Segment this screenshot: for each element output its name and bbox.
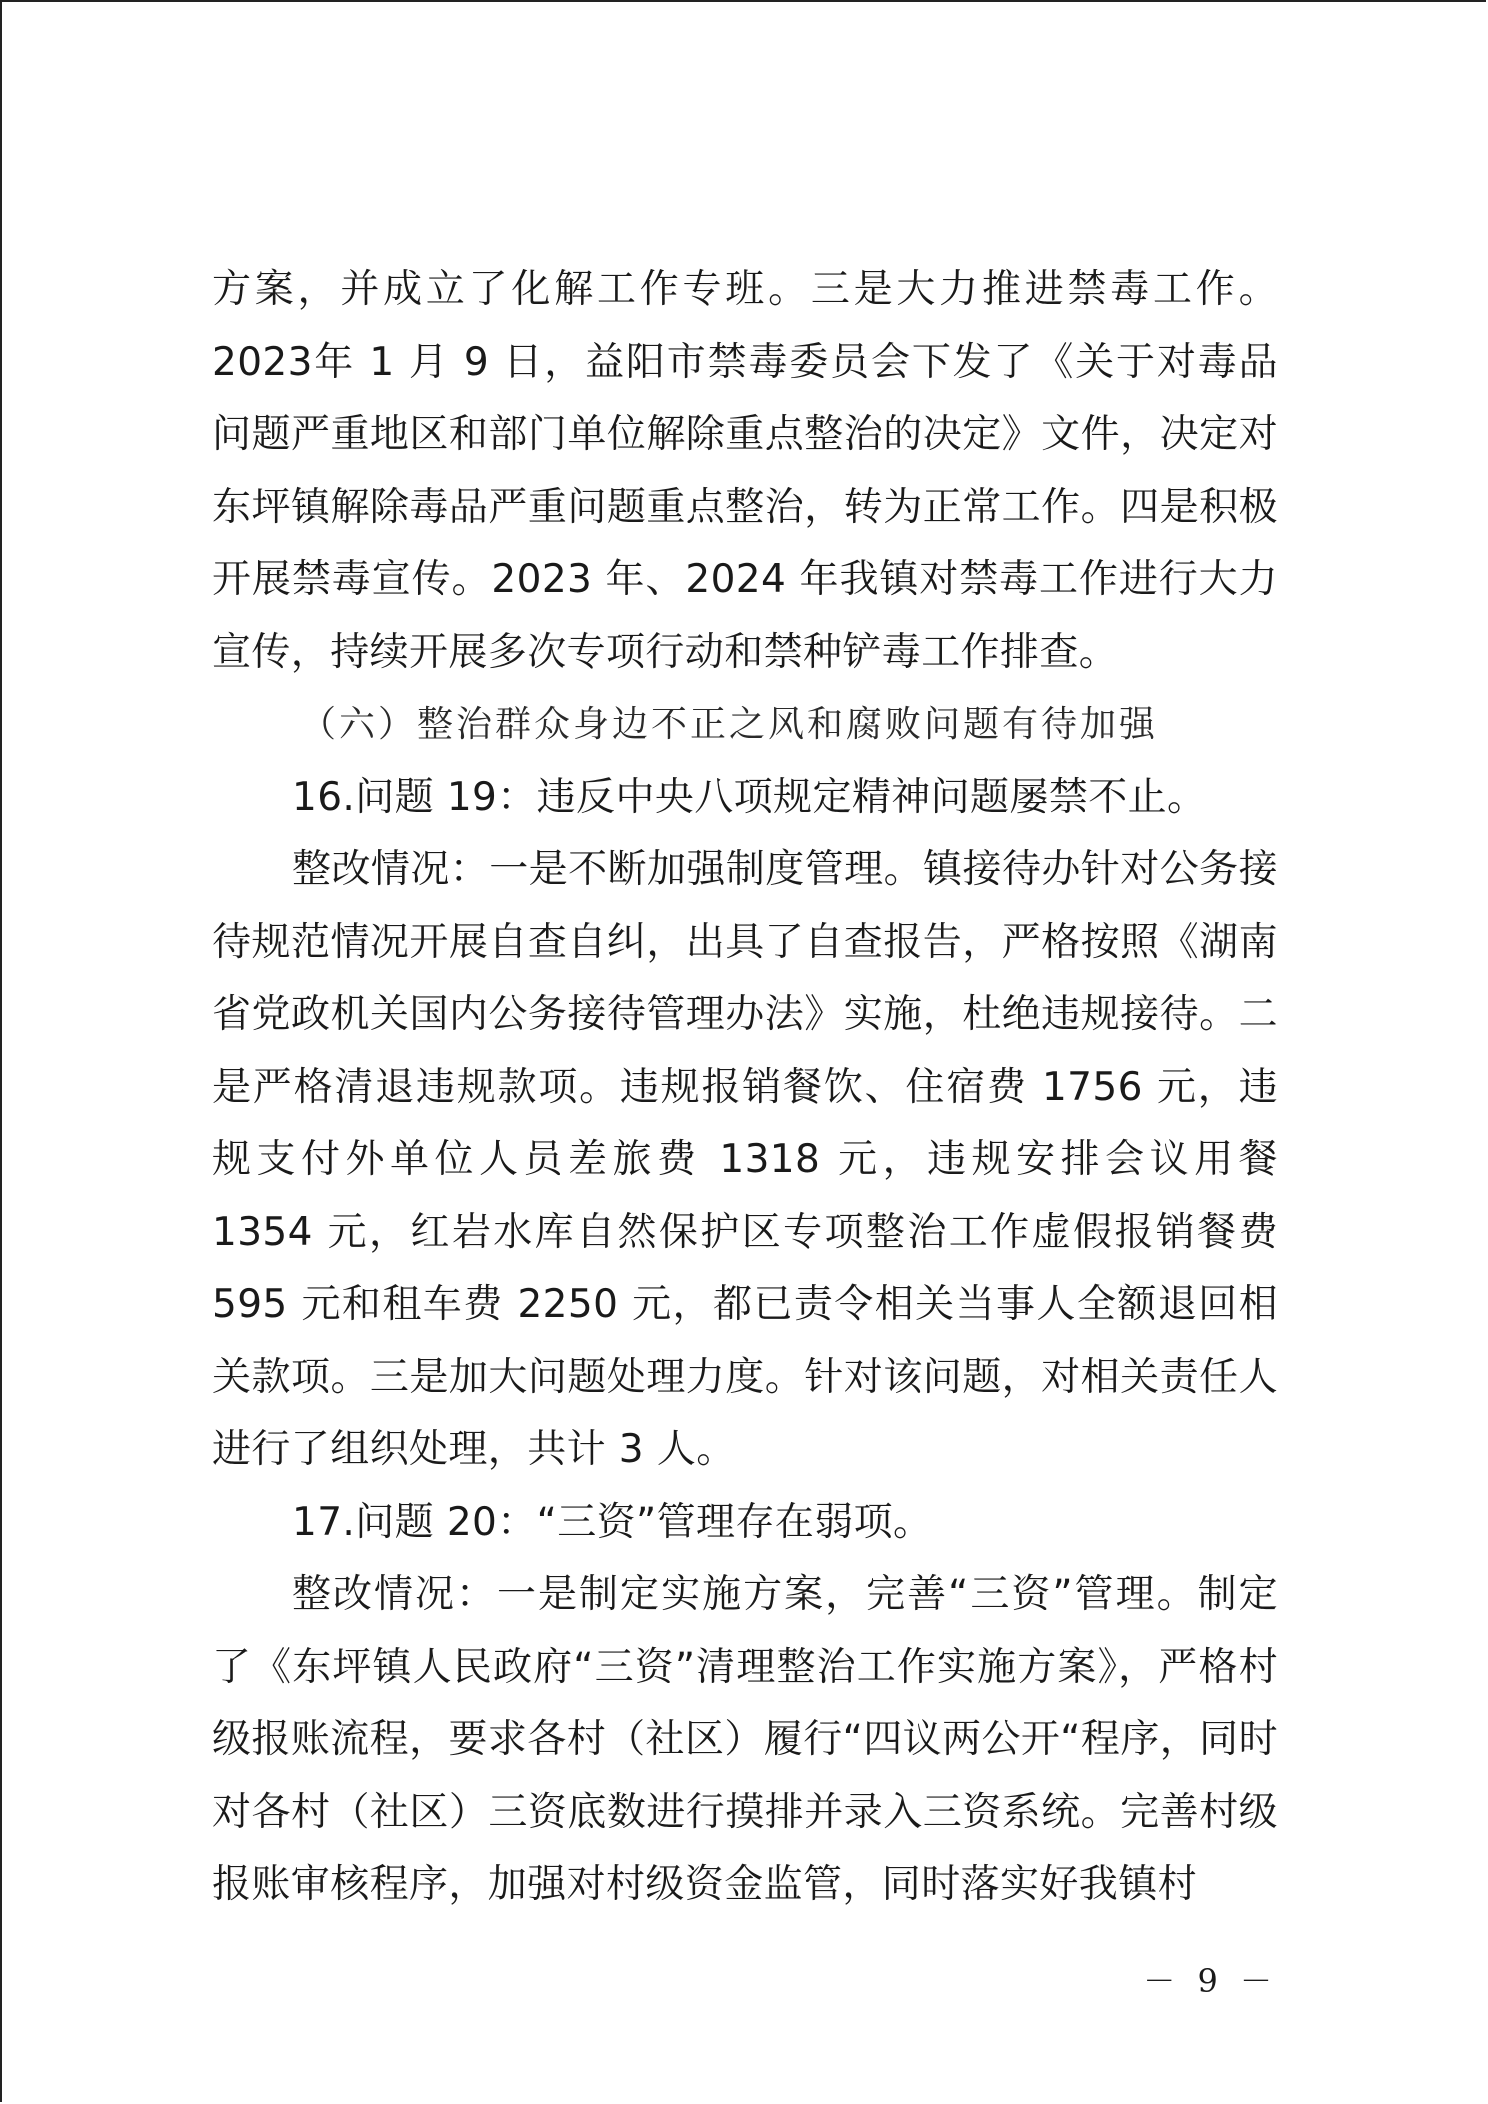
- issue-20-rectification: 整改情况：一是制定实施方案，完善“三资”管理。制定了《东坪镇人民政府“三资”清理整治工作实施方案》，严格村级报账流程，要求各村（社区）履行“四议两公开“程序，同时对各村（社区）三资底数进行摸排并录入三资系统。完善村级报账审核程序，加强对村级资金监管，同时落实好我镇村: [212, 1572, 1278, 1907]
- issue-19-rectification: 整改情况：一是不断加强制度管理。镇接待办针对公务接待规范情况开展自查自纠，出具了自查报告，严格按照《湖南省党政机关国内公务接待管理办法》实施，杜绝违规接待。二是严格清退违规款项。违规报销餐饮、住宿费 1756 元，违规支付外单位人员差旅费 1318 元，违规安排会议用餐 1354 元，红岩水库自然保护区专项整治工作虚假报销餐费 595 元和租车费 2250 元，都已责令相关当事人全额退回相关款项。三是加大问题处理力度。针对该问题，对相关责任人进行了组织处理，共计 3 人。: [212, 847, 1278, 1472]
- issue-20-title: 17.问题 20：“三资”管理存在弱项。: [292, 1499, 933, 1545]
- paragraph-drug-control: 方案，并成立了化解工作专班。三是大力推进禁毒工作。2023年 1 月 9 日，益阳市禁毒委员会下发了《关于对毒品问题严重地区和部门单位解除重点整治的决定》文件，决定对东坪镇解除毒品严重问题重点整治，转为正常工作。四是积极开展禁毒宣传。2023 年、2024 年我镇对禁毒工作进行大力宣传，持续开展多次专项行动和禁种铲毒工作排查。: [212, 267, 1278, 675]
- section-heading-six: （六）整治群众身边不正之风和腐败问题有待加强: [300, 704, 1159, 745]
- document-body: [212, 254, 1278, 1922]
- page-number: － 9 －: [1143, 1962, 1278, 2000]
- issue-19-title: 16.问题 19：违反中央八项规定精神问题屡禁不止。: [292, 774, 1207, 820]
